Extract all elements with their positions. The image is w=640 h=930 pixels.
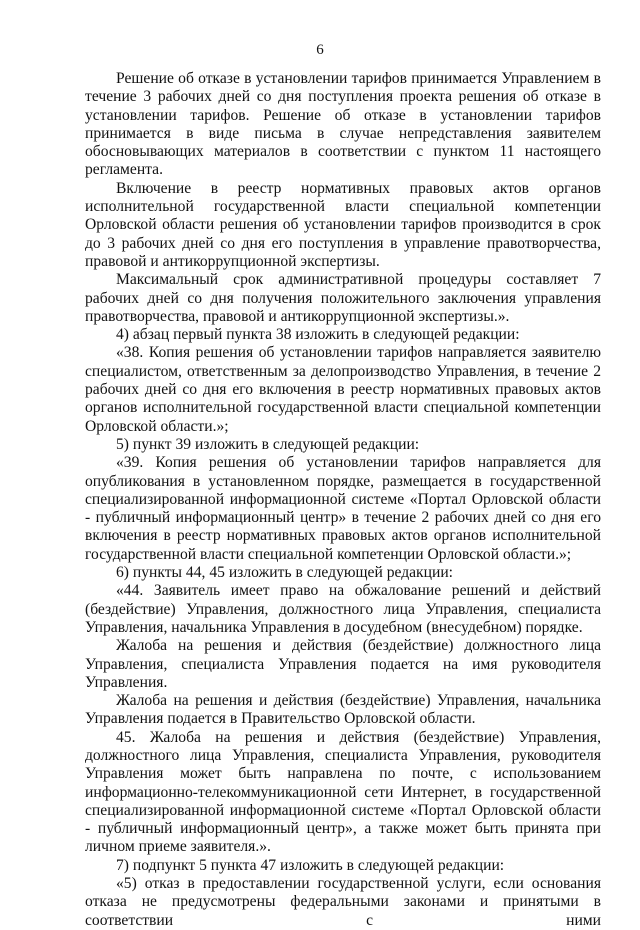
paragraph-amendment-4: 4) абзац первый пункта 38 изложить в следующей редакции: [116, 326, 520, 344]
document-body [85, 70, 601, 930]
paragraph-complaint-head: Жалоба на решения и действия (бездействие) Управления, начальника Управления подается в Правительство Орловской области. [85, 692, 601, 728]
page-number: 6 [316, 42, 324, 58]
paragraph-max-duration: Максимальный срок административной процедуры составляет 7 рабочих дней со дня получения положительного заключения управления правотворчества, правовой и антикоррупционной экспертизы.». [85, 271, 601, 325]
paragraph-subclause-5: «5) отказ в предоставлении государственной услуги, если основания отказа не предусмотрены федеральными законами и принятыми в соответствии с ними [85, 875, 601, 929]
paragraph-clause-45: 45. Жалоба на решения и действия (бездействие) Управления, должностного лица Управления, специалиста Управления, руководителя Управления может быть направлена по почте, с использованием информационно-телекоммуникационной сети Интернет, в государственной специализированной информационной системе «Портал Орловской области - публичный информационный центр», а также может быть принята при личном приеме заявителя.». [85, 728, 601, 856]
paragraph-clause-38: «38. Копия решения об установлении тарифов направляется заявителю специалистом, ответственным за делопроизводство Управления, в течение 2 рабочих дней со дня его включения в реестр нормативных правовых актов органов исполнительной государственной власти специальной компетенции Орловской области.»; [85, 344, 601, 435]
paragraph-amendment-7: 7) подпункт 5 пункта 47 изложить в следующей редакции: [116, 856, 505, 874]
paragraph-clause-39: «39. Копия решения об установлении тарифов направляется для опубликования в установленном порядке, размещается в государственной специализированной информационной системе «Портал Орловской области - публичный информационный центр» в течение 2 рабочих дней со дня его включения в реестр нормативных правовых актов органов исполнительной государственной власти специальной компетенции Орловской области.»; [85, 454, 601, 563]
paragraph-amendment-6: 6) пункты 44, 45 изложить в следующей редакции: [116, 564, 454, 582]
paragraph-registry-inclusion: Включение в реестр нормативных правовых актов органов исполнительной государственной власти специальной компетенции Орловской области решения об установлении тарифов производится в срок до 3 рабочих дней со дня его поступления в управление правотворчества, правовой и антикоррупционной экспертизы. [85, 179, 601, 270]
paragraph-amendment-5: 5) пункт 39 изложить в следующей редакции: [116, 435, 420, 453]
paragraph-clause-44: «44. Заявитель имеет право на обжалование решений и действий (бездействие) Управления, должностного лица Управления, специалиста Управления, начальника Управления в досудебном (внесудебном) порядке. [85, 582, 601, 636]
paragraph-complaint-official: Жалоба на решения и действия (бездействие) должностного лица Управления, специалиста Управления подается на имя руководителя Управления. [85, 637, 601, 691]
paragraph-tariff-refusal: Решение об отказе в установлении тарифов принимается Управлением в течение 3 рабочих дней со дня поступления проекта решения об отказе в установлении тарифов. Решение об отказе в установлении тарифов принимается в виде письма в случае непредставления заявителем обосновывающих материалов в соответствии с пунктом 11 настоящего регламента. [85, 70, 601, 179]
